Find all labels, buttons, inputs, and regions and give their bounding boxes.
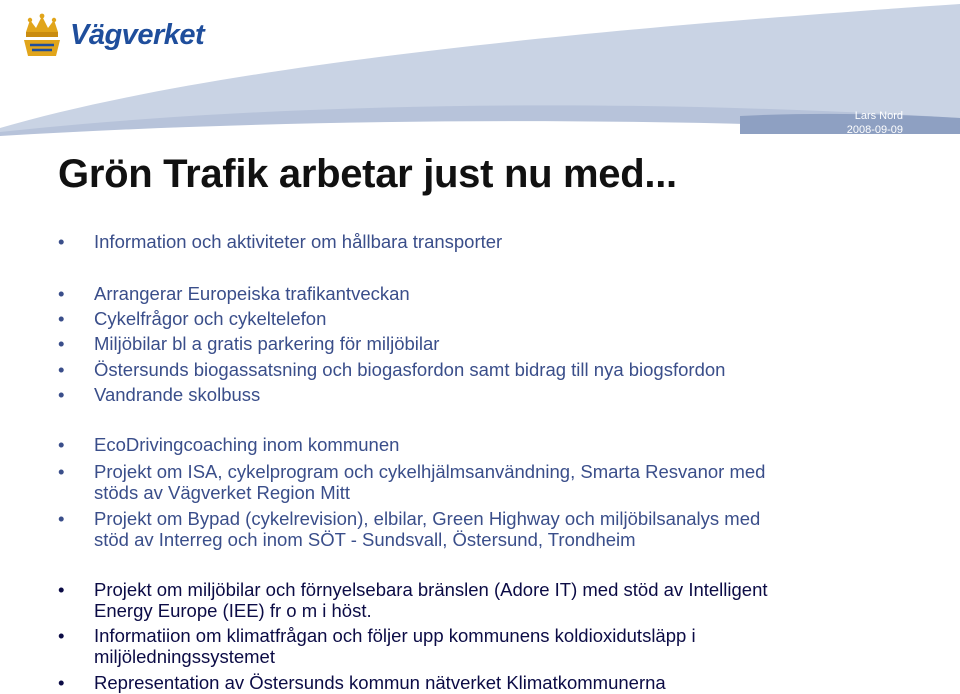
bullet-item [94, 384, 884, 405]
presenter-name: Lars Nord [854, 110, 903, 122]
logo-text: Vägverket [70, 18, 205, 51]
bullet-line: • Projekt om Bypad (cykelrevision), elbilar, Green Highway och miljöbilsanalys med [94, 508, 761, 529]
bullet-item [94, 359, 884, 380]
presentation-date: 2008-09-09 [846, 124, 903, 136]
presenter-info [847, 109, 903, 137]
bullet-line: • Representation av Östersunds kommun nätverket Klimatkommunerna [94, 672, 666, 693]
bullet-line: • EcoDrivingcoaching inom kommunen [94, 434, 400, 455]
bullet-item [94, 508, 884, 550]
bullet-item [94, 333, 884, 354]
bullet-line: • Arrangerar Europeiska trafikantveckan [94, 283, 410, 304]
bullet-line: stöds av Vägverket Region Mitt [94, 482, 351, 503]
vagverket-logo [20, 12, 204, 58]
bullet-line: • Östersunds biogassatsning och biogasfordon samt bidrag till nya biogsfordon [94, 359, 726, 380]
slide-title: Grön Trafik arbetar just nu med... [58, 152, 677, 196]
bullet-line: • Projekt om ISA, cykelprogram och cykelhjälmsanvändning, Smarta Resvanor med [94, 461, 766, 482]
bullet-line: miljöledningssystemet [94, 646, 275, 667]
bullet-line: • Informatiion om klimatfrågan och följer upp kommunens koldioxidutsläpp i [94, 625, 696, 646]
bullet-line: • Miljöbilar bl a gratis parkering för miljöbilar [94, 333, 440, 354]
crown-emblem-icon [20, 12, 64, 58]
bullet-item [94, 579, 884, 621]
bullet-item [94, 672, 884, 693]
bullet-line: stöd av Interreg och inom SÖT - Sundsvall, Östersund, Trondheim [94, 529, 636, 550]
bullet-item [94, 283, 884, 304]
bullet-item [94, 308, 884, 329]
bullet-item [94, 461, 884, 503]
bullet-line: • Projekt om miljöbilar och förnyelsebara bränslen (Adore IT) med stöd av Intelligent [94, 579, 768, 600]
bullet-item [94, 231, 884, 252]
bullet-line: • Information och aktiviteter om hållbara transporter [94, 231, 503, 252]
bullet-item [94, 434, 884, 455]
bullet-line: Energy Europe (IEE) fr o m i höst. [94, 600, 372, 621]
bullet-item [94, 625, 884, 667]
bullet-line: • Vandrande skolbuss [94, 384, 261, 405]
bullet-line: • Cykelfrågor och cykeltelefon [94, 308, 327, 329]
